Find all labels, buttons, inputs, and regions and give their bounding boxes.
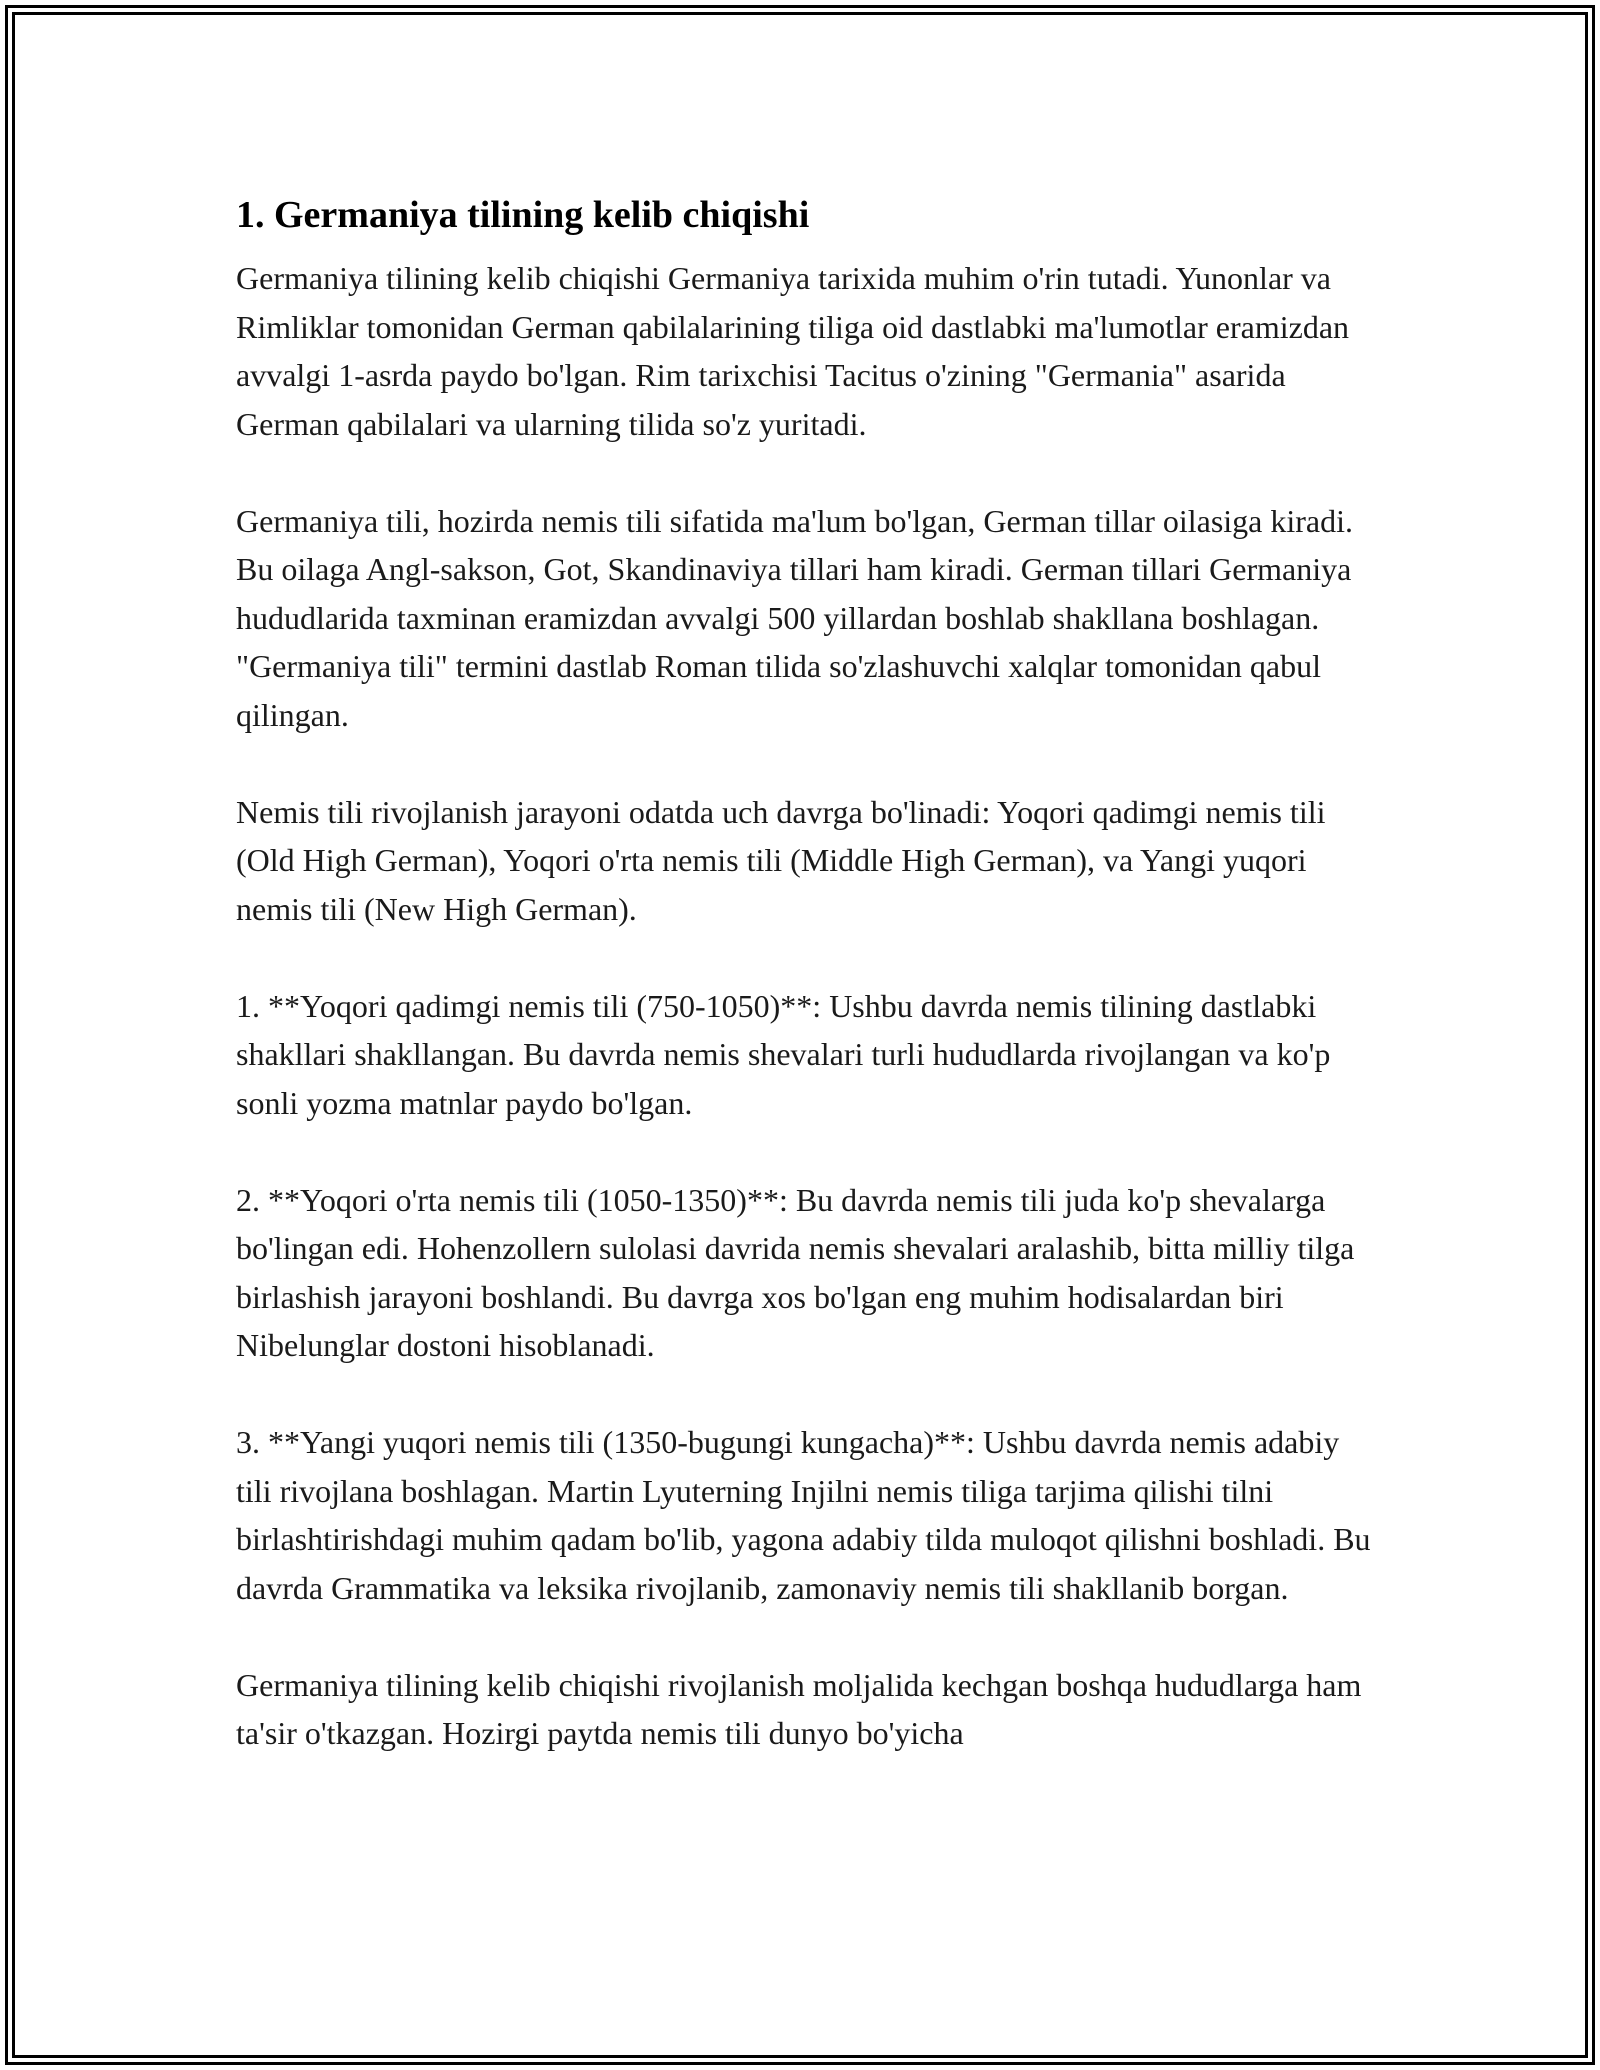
paragraph-influence: Germaniya tilining kelib chiqishi rivojlanish moljalida kechgan boshqa hududlarga ham ta'sir o'tkazgan. Hozirgi paytda nemis tili dunyo bo'yicha xyxy=(236,1666,1362,1751)
paragraph-language-family: Germaniya tili, hozirda nemis tili sifatida ma'lum bo'lgan, German tillar oilasiga kiradi. Bu oilaga Angl-sakson, Got, Skandinaviya tillari ham kiradi. German tillari Germaniya hududlarida taxminan eramizdan avvalgi 500 yillardan boshlab shakllana boshlagan. "Germaniya tili" termini dastlab Roman tilida so'zlashuvchi xalqlar tomonidan qabul qilingan. xyxy=(236,502,1354,733)
paragraph-new-high-german: 3. **Yangi yuqori nemis tili (1350-bugungi kungacha)**: Ushbu davrda nemis adabiy tili rivojlana boshlagan. Martin Lyuterning Injilni nemis tiliga tarjima qilishi tilni birlashtirishdagi muhim qadam bo'lib, yagona adabiy tilda muloqot qilishni boshladi. Bu davrda Grammatika va leksika rivojlanib, zamonaviy nemis tili shakllanib borgan. xyxy=(236,1424,1371,1606)
section-heading: 1. Germaniya tilining kelib chiqishi xyxy=(236,194,810,236)
paragraph-old-high-german: 1. **Yoqori qadimgi nemis tili (750-1050)**: Ushbu davrda nemis tilining dastlabki shakllari shakllangan. Bu davrda nemis shevalari turli hududlarda rivojlangan va ko'p sonli yozma matnlar paydo bo'lgan. xyxy=(236,987,1331,1121)
paragraph-origin-intro: Germaniya tilining kelib chiqishi Germaniya tarixida muhim o'rin tutadi. Yunonlar va Rimliklar tomonidan German qabilalarining tiliga oid dastlabki ma'lumotlar eramizdan avvalgi 1-asrda paydo bo'lgan. Rim tarixchisi Tacitus o'zining "Germania" asarida German qabilalari va ularning tilida so'z yuritadi. xyxy=(236,260,1350,442)
paragraph-middle-high-german: 2. **Yoqori o'rta nemis tili (1050-1350)**: Bu davrda nemis tili juda ko'p shevalarga bo'lingan edi. Hohenzollern sulolasi davrida nemis shevalari aralashib, bitta milliy tilga birlashish jarayoni boshlandi. Bu davrga xos bo'lgan eng muhim hodisalardan biri Nibelunglar dostoni hisoblanadi. xyxy=(236,1181,1355,1363)
document-body xyxy=(236,186,1376,1758)
paragraph-three-periods: Nemis tili rivojlanish jarayoni odatda uch davrga bo'linadi: Yoqori qadimgi nemis tili (Old High German), Yoqori o'rta nemis tili (Middle High German), va Yangi yuqori nemis tili (New High German). xyxy=(236,793,1326,927)
